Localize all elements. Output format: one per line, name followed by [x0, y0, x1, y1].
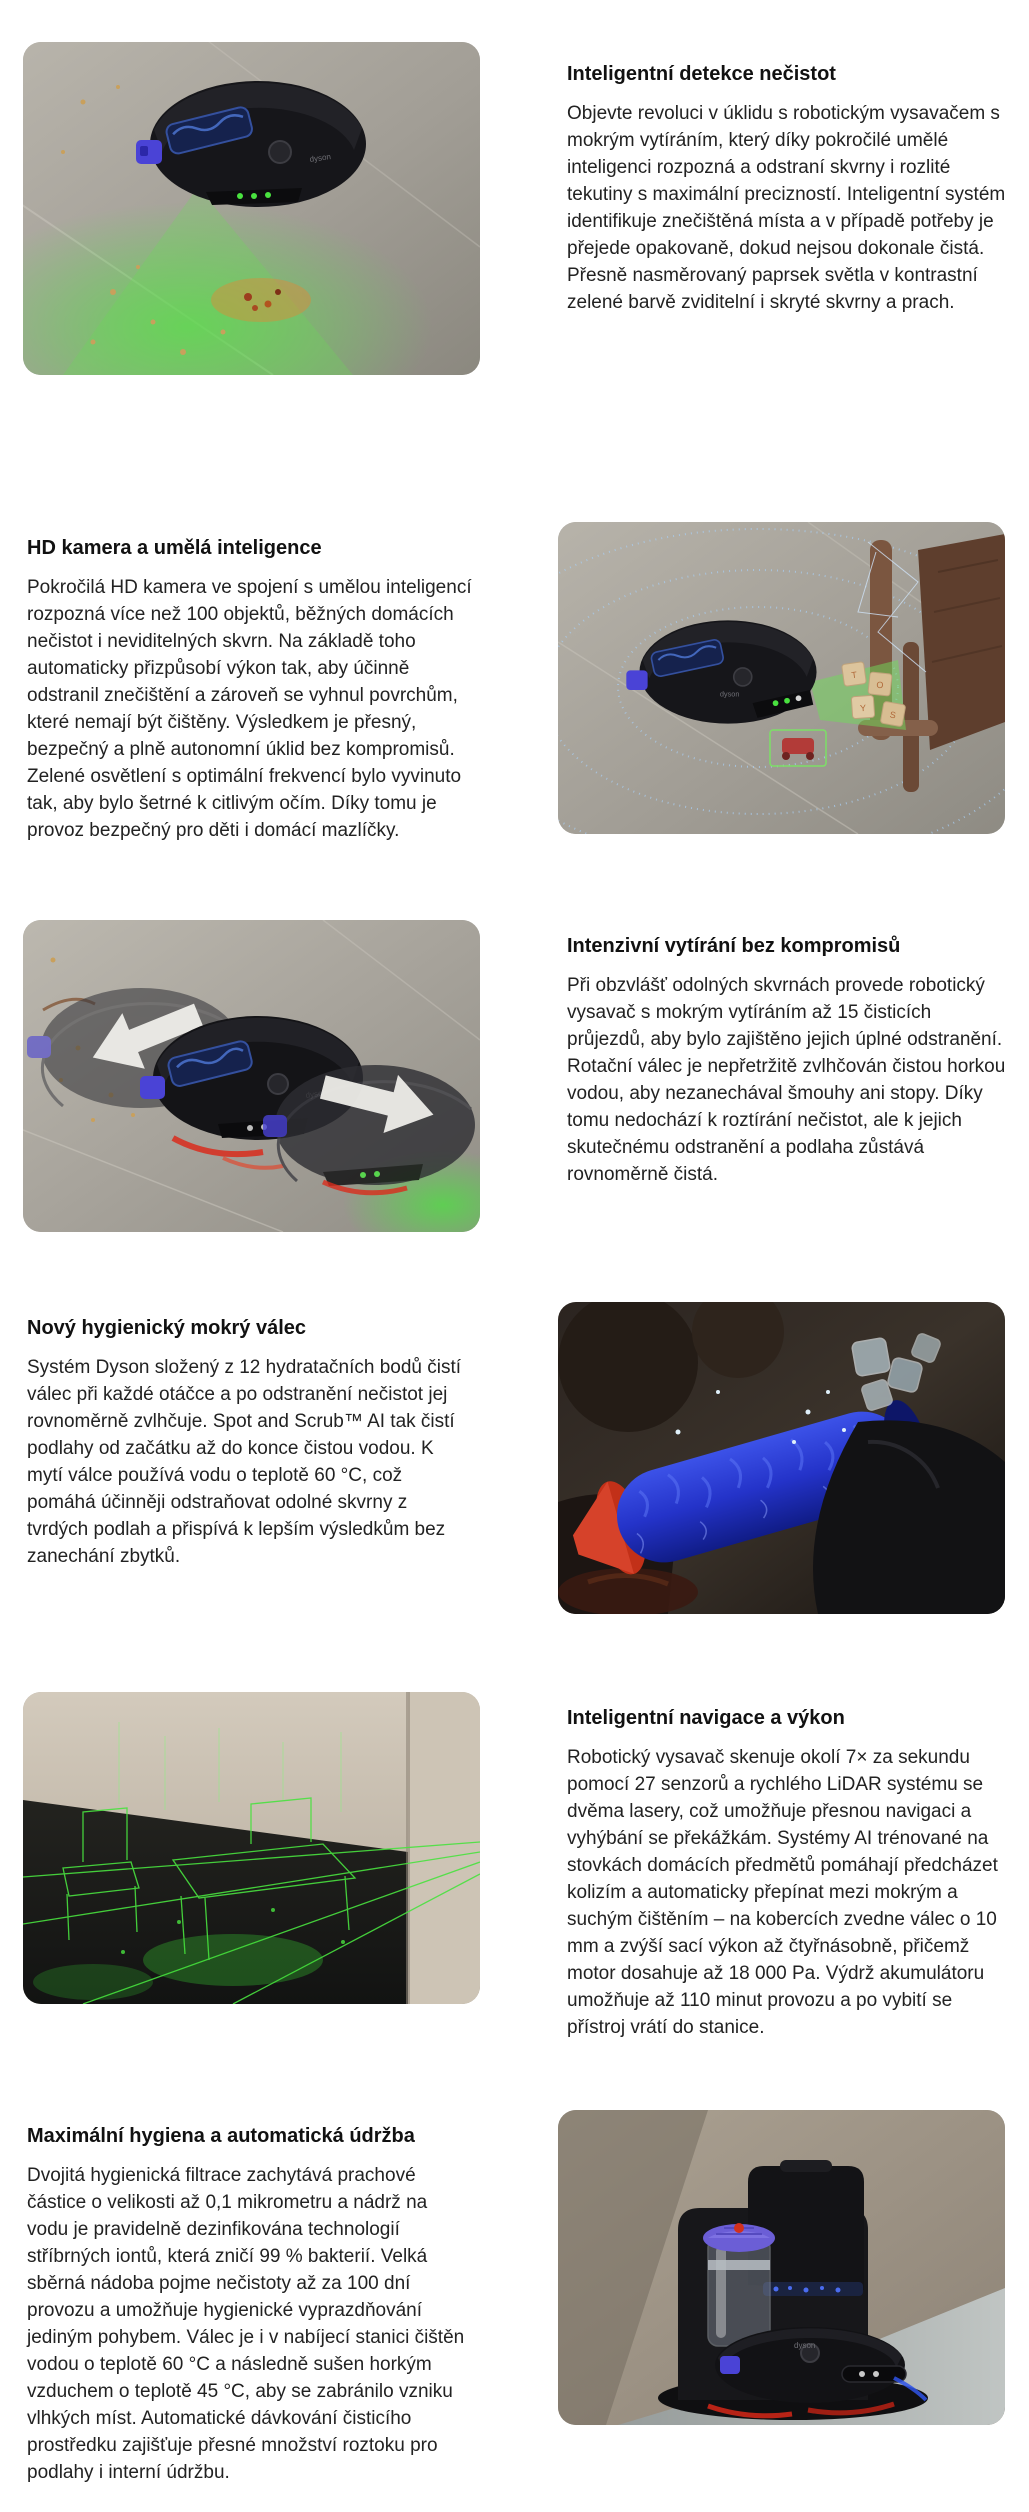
feature-body: Systém Dyson složený z 12 hydratačních bodů čistí válec při každé otáčce a po odstranění nečistot jej rovnoměrně zvlhčuje. Spot and Scrub™ AI tak čistí podlahy od začátku až do konce čistou vodou. K mytí válce používá vodu o teplotě 60 °C, což pomáhá účinněji odstraňovat odolné skvrny z tvrdých podlah a přispívá k lepším výsledkům bez zanechání zbytků. [27, 1357, 462, 1567]
dock-station-robot-image [558, 2110, 1005, 2425]
feature-section-wet-roller [0, 1302, 1029, 1614]
feature-heading: HD kamera a umělá inteligence [27, 537, 322, 559]
feature-image-wet-roller [558, 1302, 1005, 1614]
feature-heading: Nový hygienický mokrý válec [27, 1317, 307, 1339]
svg-text:S: S [888, 709, 897, 721]
feature-image-maintenance [558, 2110, 1005, 2425]
feature-heading: Inteligentní navigace a výkon [567, 1707, 845, 1729]
robot-vacuum-room-navigation-image [558, 522, 1005, 834]
feature-text-intensive-mopping [567, 920, 1012, 1188]
feature-image-intensive-mopping [23, 920, 480, 1232]
wet-roller-cutaway-image [558, 1302, 1005, 1614]
feature-heading: Inteligentní detekce nečistot [567, 63, 836, 85]
feature-image-hd-camera [558, 522, 1005, 834]
feature-text-maintenance [27, 2110, 472, 2486]
feature-section-maintenance [0, 2110, 1029, 2486]
feature-heading: Maximální hygiena a automatická údržba [27, 2125, 415, 2147]
robot-vacuum-multi-pass-arrows-image [23, 920, 480, 1232]
feature-section-navigation [0, 1692, 1029, 2041]
brand-logo-text: dyson [719, 689, 740, 699]
feature-text-dirt-detection [567, 42, 1012, 316]
svg-text:T: T [850, 669, 858, 681]
brand-logo-text: dyson [309, 152, 332, 164]
feature-body: Pokročilá HD kamera ve spojení s umělou inteligencí rozpozná více než 100 objektů, běžných domácích nečistot i neviditelných skvrn. Na základě toho automaticky přizpůsobí výkon tak, aby účinně odstranil znečištění a zároveň se vyhnul povrchům, které nemají být čištěny. Výsledkem je přesný, bezpečný a plně autonomní úklid bez kompromisů. Zelené osvětlení s optimální frekvencí bylo vyvinuto tak, aby bylo šetrné k citlivým očím. Díky tomu je provoz bezpečný pro děti i domácí mazlíčky. [27, 577, 472, 841]
lidar-green-scan-room-image [23, 1692, 480, 2004]
feature-section-dirt-detection [0, 42, 1029, 375]
feature-body: Při obzvlášť odolných skvrnách provede robotický vysavač s mokrým vytíráním až 15 čisticích průjezdů, aby bylo zajištěno jejich úplné odstranění. Rotační válec je nepřetržitě zvlhčován čistou horkou vodou, aby nezanechával šmouhy ani stopy. Díky tomu nedochází k roztírání nečistot, ale k jejich skutečnému odstranění a podlaha zůstává rovnoměrně čistá. [567, 975, 1006, 1185]
feature-text-navigation [567, 1692, 1012, 2041]
brand-logo-text: dyson [794, 2341, 816, 2350]
feature-section-intensive-mopping [0, 920, 1029, 1232]
feature-heading: Intenzivní vytírání bez kompromisů [567, 935, 901, 957]
feature-body: Robotický vysavač skenuje okolí 7× za sekundu pomocí 27 senzorů a rychlého LiDAR systému se dvěma lasery, což umožňuje přesnou navigaci a vyhýbání se překážkám. Systémy AI trénované na stovkách domácích předmětů pomáhají předcházet kolizím a automaticky přepínat mezi mokrým a suchým čištěním – na kobercích zvedne válec o 10 mm a zvýší sací výkon až čtyřnásobně, přičemž motor dosahuje až 18 000 Pa. Výdrž akumulátoru umožňuje až 110 minut provozu a po vybití se přístroj vrátí do stanice. [567, 1747, 998, 2038]
feature-body: Objevte revoluci v úklidu s robotickým vysavačem s mokrým vytíráním, který díky pokročilé umělé inteligenci rozpozná a odstraní skvrny i rozlité tekutiny s maximální precizností. Inteligentní systém identifikuje znečištěná místa a v případě potřeby je přejede opakovaně, dokud nejsou dokonale čistá. Přesně nasměrovaný paprsek světla v kontrastní zelené barvě zviditelní i skryté skvrny a prach. [567, 103, 1006, 313]
feature-image-dirt-detection [23, 42, 480, 375]
feature-section-hd-camera [0, 522, 1029, 844]
robot-vacuum-green-light-floor-image [23, 42, 480, 375]
feature-image-navigation [23, 1692, 480, 2004]
svg-text:O: O [875, 679, 884, 691]
feature-text-wet-roller [27, 1302, 472, 1570]
feature-body: Dvojitá hygienická filtrace zachytává prachové částice o velikosti až 0,1 mikrometru a nádrž na vodu je pravidelně dezinfikována technologií stříbrných iontů, která zničí 99 % bakterií. Velká sběrná nádoba pojme nečistoty až za 100 dní provozu a umožňuje hygienické vyprazdňování jediným pohybem. Válec je i v nabíjecí stanici čištěn vodou o teplotě 60 °C a následně sušen horkým vzduchem o teplotě 45 °C, aby se zabránilo vzniku vlhkých míst. Automatické dávkování čisticího prostředku zajišťuje přesné množství roztoku pro podlahy i interní údržbu. [27, 2165, 465, 2483]
svg-text:Y: Y [859, 702, 867, 714]
feature-text-hd-camera [27, 522, 472, 844]
